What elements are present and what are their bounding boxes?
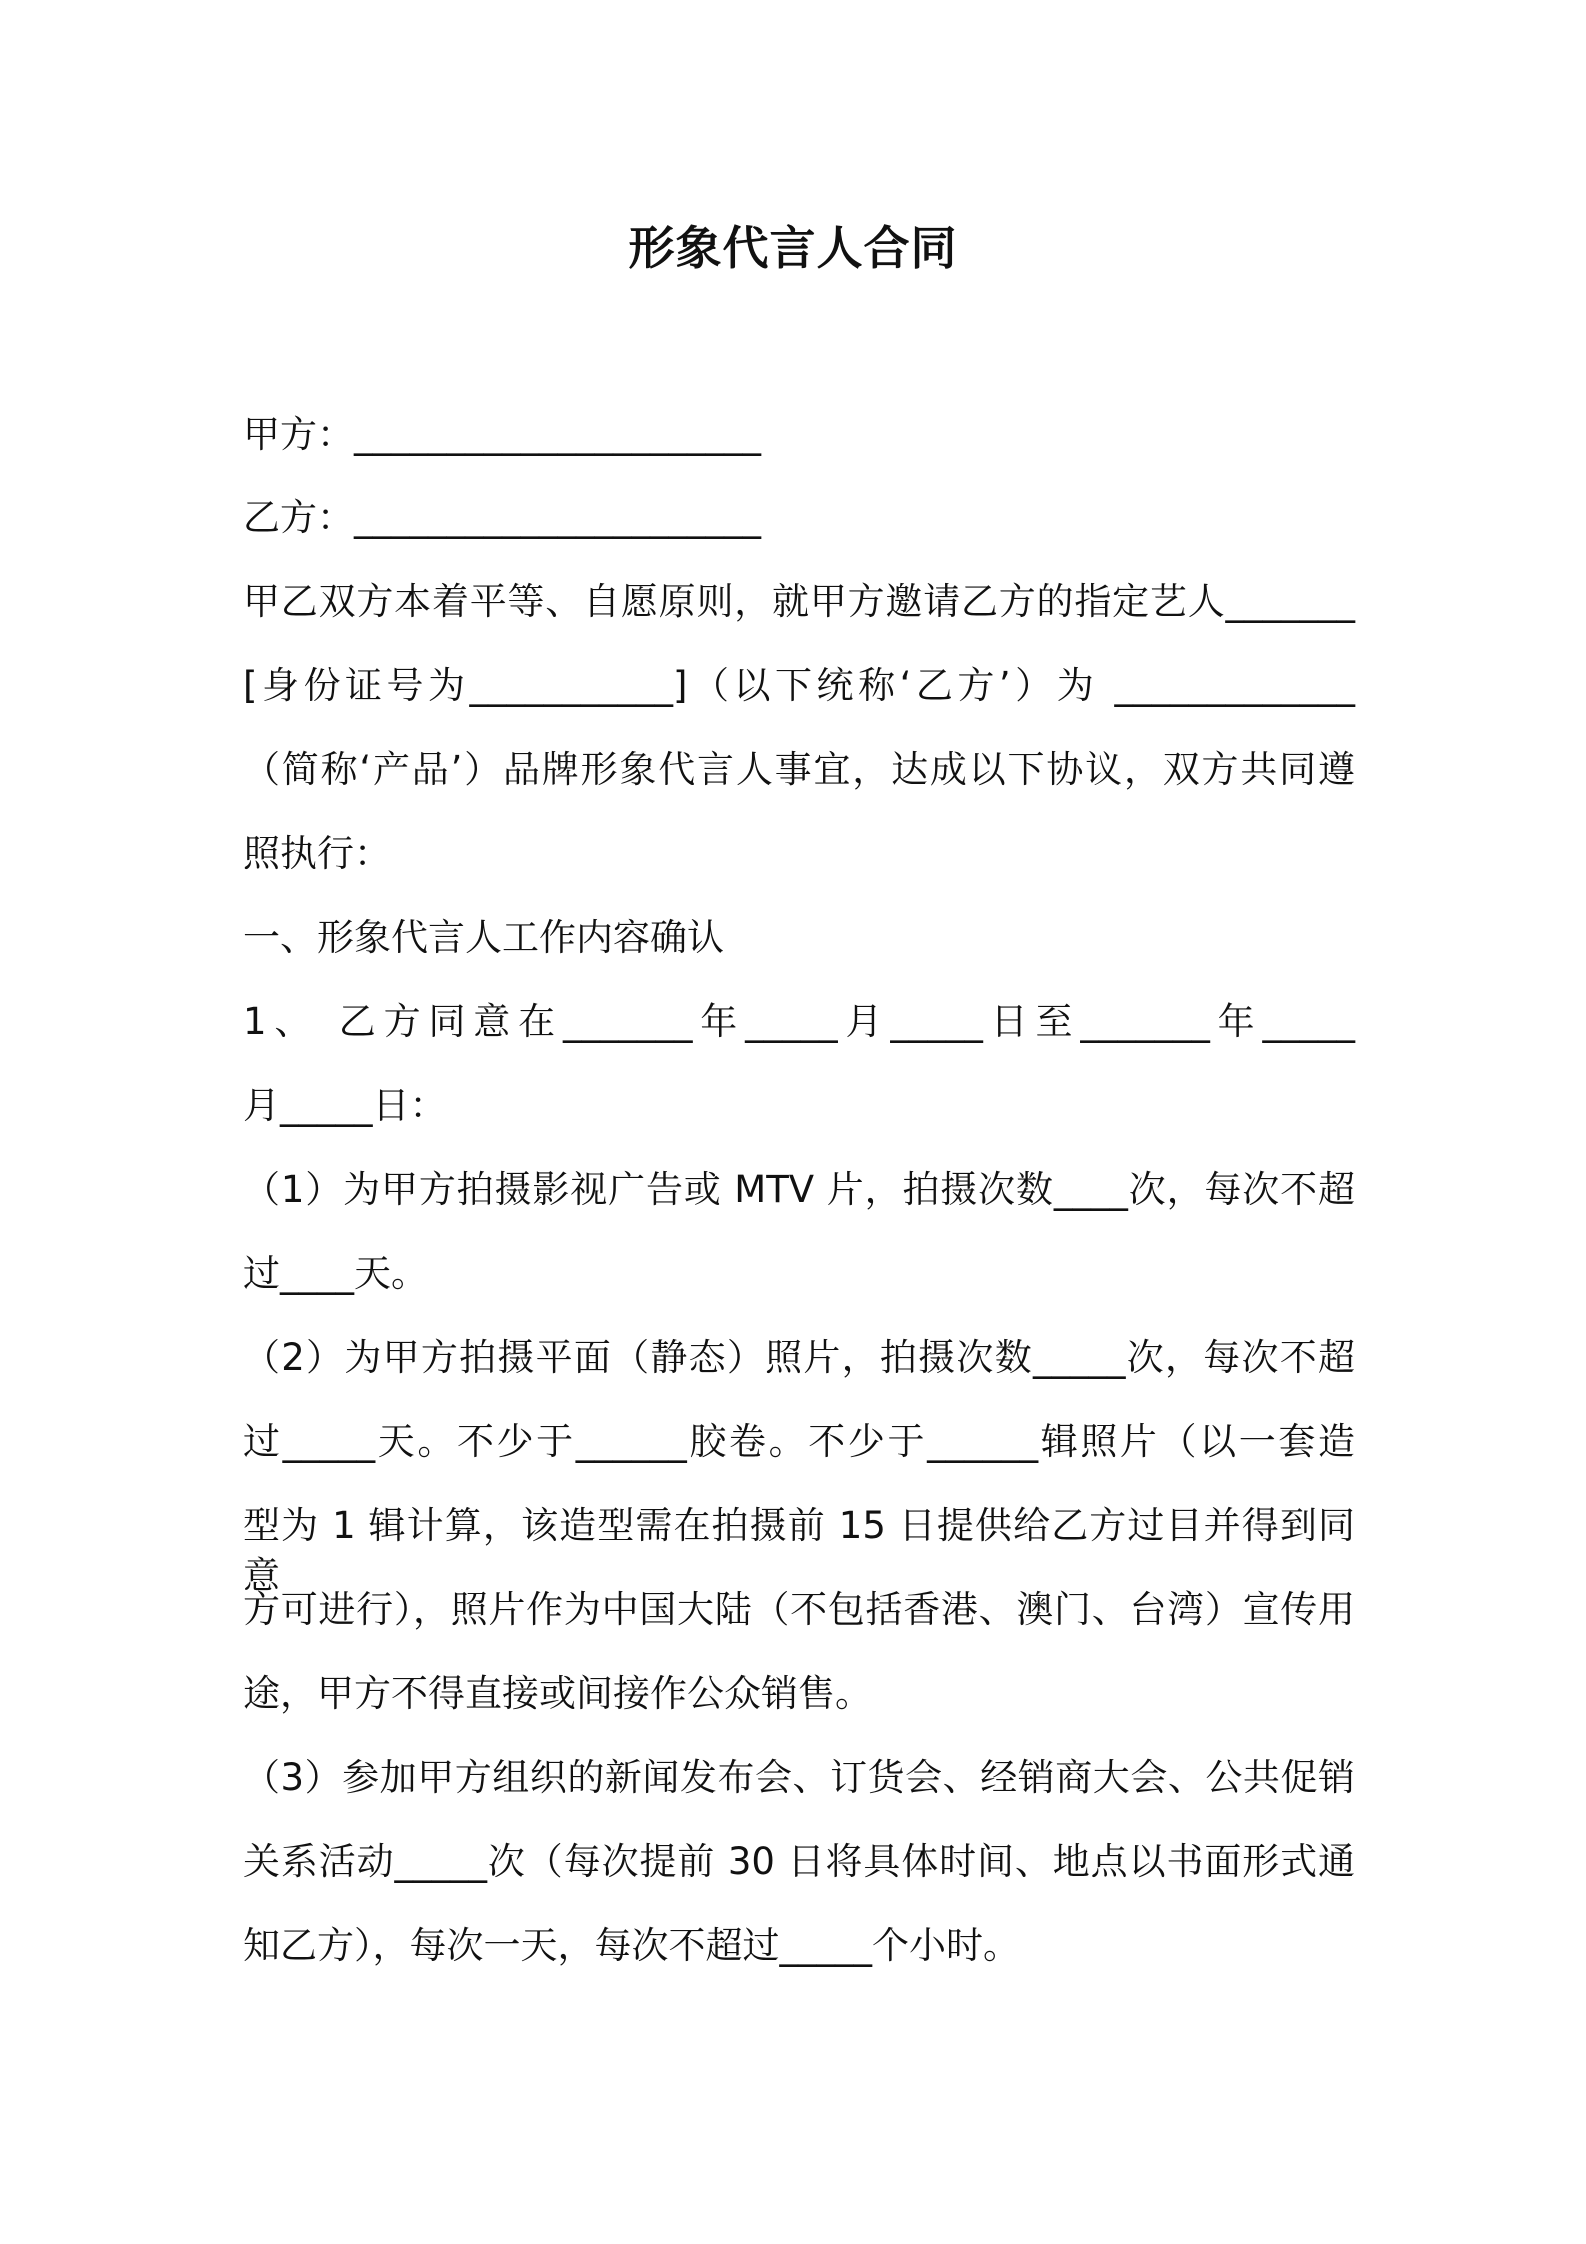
document-title: 形象代言人合同 — [628, 221, 958, 275]
party-b-line: 乙方：______________________ — [243, 496, 761, 539]
paragraph-line: （3）参加甲方组织的新闻发布会、订货会、经销商大会、公共促销 — [243, 1756, 1355, 1799]
paragraph-line: （2）为甲方拍摄平面（静态）照片，拍摄次数_____次，每次不超 — [243, 1336, 1355, 1379]
paragraph-line: 方可进行），照片作为中国大陆（不包括香港、澳门、台湾）宣传用 — [243, 1588, 1355, 1631]
paragraph-line: 照执行： — [243, 832, 391, 875]
paragraph-line: 型为 1 辑计算，该造型需在拍摄前 15 日提供给乙方过目并得到同意 — [243, 1504, 1355, 1597]
paragraph-line: 月_____日： — [243, 1084, 447, 1127]
paragraph-line: 过____天。 — [243, 1252, 428, 1295]
paragraph-line: （1）为甲方拍摄影视广告或 MTV 片，拍摄次数____次，每次不超 — [243, 1168, 1355, 1211]
section-heading: 一、形象代言人工作内容确认 — [243, 916, 724, 959]
paragraph-line: 关系活动_____次（每次提前 30 日将具体时间、地点以书面形式通 — [243, 1840, 1355, 1883]
paragraph-line: 1、 乙方同意在_______年_____月_____日至_______年_____ — [243, 1000, 1355, 1043]
paragraph-line: 知乙方），每次一天，每次不超过_____个小时。 — [243, 1924, 1020, 1967]
paragraph-line: 途，甲方不得直接或间接作公众销售。 — [243, 1672, 872, 1715]
paragraph-line: 过_____天。不少于______胶卷。不少于______辑照片（以一套造 — [243, 1420, 1355, 1463]
paragraph-line: [身份证号为___________]（以下统称‘乙方’）为 _____________ — [243, 664, 1355, 707]
paragraph-line: （简称‘产品’）品牌形象代言人事宜，达成以下协议，双方共同遵 — [243, 748, 1355, 791]
party-a-line: 甲方：______________________ — [243, 413, 761, 456]
paragraph-line: 甲乙双方本着平等、自愿原则，就甲方邀请乙方的指定艺人_______ — [243, 580, 1355, 623]
